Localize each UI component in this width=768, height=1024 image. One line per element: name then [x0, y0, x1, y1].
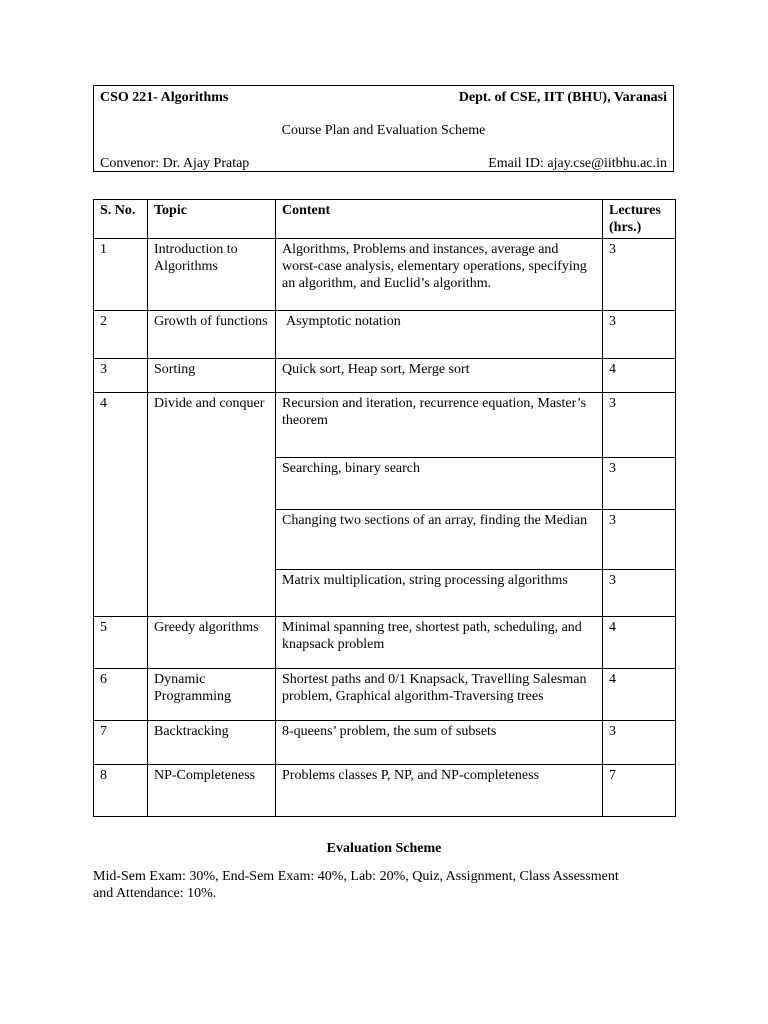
- cell-content: Quick sort, Heap sort, Merge sort: [276, 359, 603, 393]
- cell-lectures: 3: [603, 721, 676, 765]
- cell-lectures: 3: [603, 458, 676, 510]
- header-bottom-row: [100, 155, 667, 173]
- col-header-topic: Topic: [148, 200, 276, 239]
- table-row: [94, 393, 676, 458]
- course-header-box: [93, 85, 674, 172]
- table-row: [94, 669, 676, 721]
- cell-lectures: 4: [603, 617, 676, 669]
- cell-topic: Dynamic Programming: [148, 669, 276, 721]
- table-row: [94, 239, 676, 311]
- cell-lectures: 3: [603, 510, 676, 570]
- cell-content: Problems classes P, NP, and NP-completeness: [276, 765, 603, 817]
- cell-topic: NP-Completeness: [148, 765, 276, 817]
- cell-sno: 7: [94, 721, 148, 765]
- course-plan-subtitle: Course Plan and Evaluation Scheme: [281, 123, 486, 138]
- table-row: [94, 721, 676, 765]
- table-row: [94, 359, 676, 393]
- header-top-row: [100, 89, 667, 107]
- cell-sno: 4: [94, 393, 148, 617]
- cell-sno: 6: [94, 669, 148, 721]
- convenor-name: Convenor: Dr. Ajay Pratap: [100, 156, 250, 171]
- cell-content: Shortest paths and 0/1 Knapsack, Travelling Salesman problem, Graphical algorithm-Traversing trees: [276, 669, 603, 721]
- evaluation-scheme-title: Evaluation Scheme: [326, 841, 442, 856]
- cell-lectures: 7: [603, 765, 676, 817]
- email-id: Email ID: ajay.cse@iitbhu.ac.in: [488, 156, 667, 171]
- cell-sno: 3: [94, 359, 148, 393]
- cell-lectures: 3: [603, 311, 676, 359]
- cell-sno: 1: [94, 239, 148, 311]
- cell-content: Changing two sections of an array, finding the Median: [276, 510, 603, 570]
- cell-topic: Backtracking: [148, 721, 276, 765]
- cell-lectures: 4: [603, 669, 676, 721]
- cell-content: Minimal spanning tree, shortest path, scheduling, and knapsack problem: [276, 617, 603, 669]
- col-header-lectures: Lectures (hrs.): [603, 200, 676, 239]
- cell-sno: 5: [94, 617, 148, 669]
- col-header-sno: S. No.: [94, 200, 148, 239]
- cell-topic: Sorting: [148, 359, 276, 393]
- cell-lectures: 3: [603, 393, 676, 458]
- cell-lectures: 4: [603, 359, 676, 393]
- cell-topic: Introduction to Algorithms: [148, 239, 276, 311]
- course-code-title: CSO 221- Algorithms: [100, 90, 229, 105]
- table-row: [94, 311, 676, 359]
- cell-lectures: 3: [603, 239, 676, 311]
- cell-sno: 8: [94, 765, 148, 817]
- col-header-content: Content: [276, 200, 603, 239]
- cell-content: Algorithms, Problems and instances, average and worst-case analysis, elementary operations, specifying an algorithm, and Euclid’s algorithm.: [276, 239, 603, 311]
- table-row: [94, 617, 676, 669]
- cell-topic: Growth of functions: [148, 311, 276, 359]
- evaluation-scheme-text: Mid-Sem Exam: 30%, End-Sem Exam: 40%, Lab: 20%, Quiz, Assignment, Class Assessment and Attendance: 10%.: [93, 869, 619, 901]
- cell-content: Asymptotic notation: [276, 311, 603, 359]
- cell-sno: 2: [94, 311, 148, 359]
- table-row: [94, 765, 676, 817]
- cell-content: Searching, binary search: [276, 458, 603, 510]
- cell-topic: Greedy algorithms: [148, 617, 276, 669]
- course-plan-table: [93, 199, 676, 817]
- cell-content: Recursion and iteration, recurrence equation, Master’s theorem: [276, 393, 603, 458]
- cell-lectures: 3: [603, 570, 676, 617]
- cell-topic: Divide and conquer: [148, 393, 276, 617]
- table-header-row: [94, 200, 676, 239]
- cell-content: Matrix multiplication, string processing algorithms: [276, 570, 603, 617]
- department-name: Dept. of CSE, IIT (BHU), Varanasi: [458, 90, 667, 105]
- cell-content: 8-queens’ problem, the sum of subsets: [276, 721, 603, 765]
